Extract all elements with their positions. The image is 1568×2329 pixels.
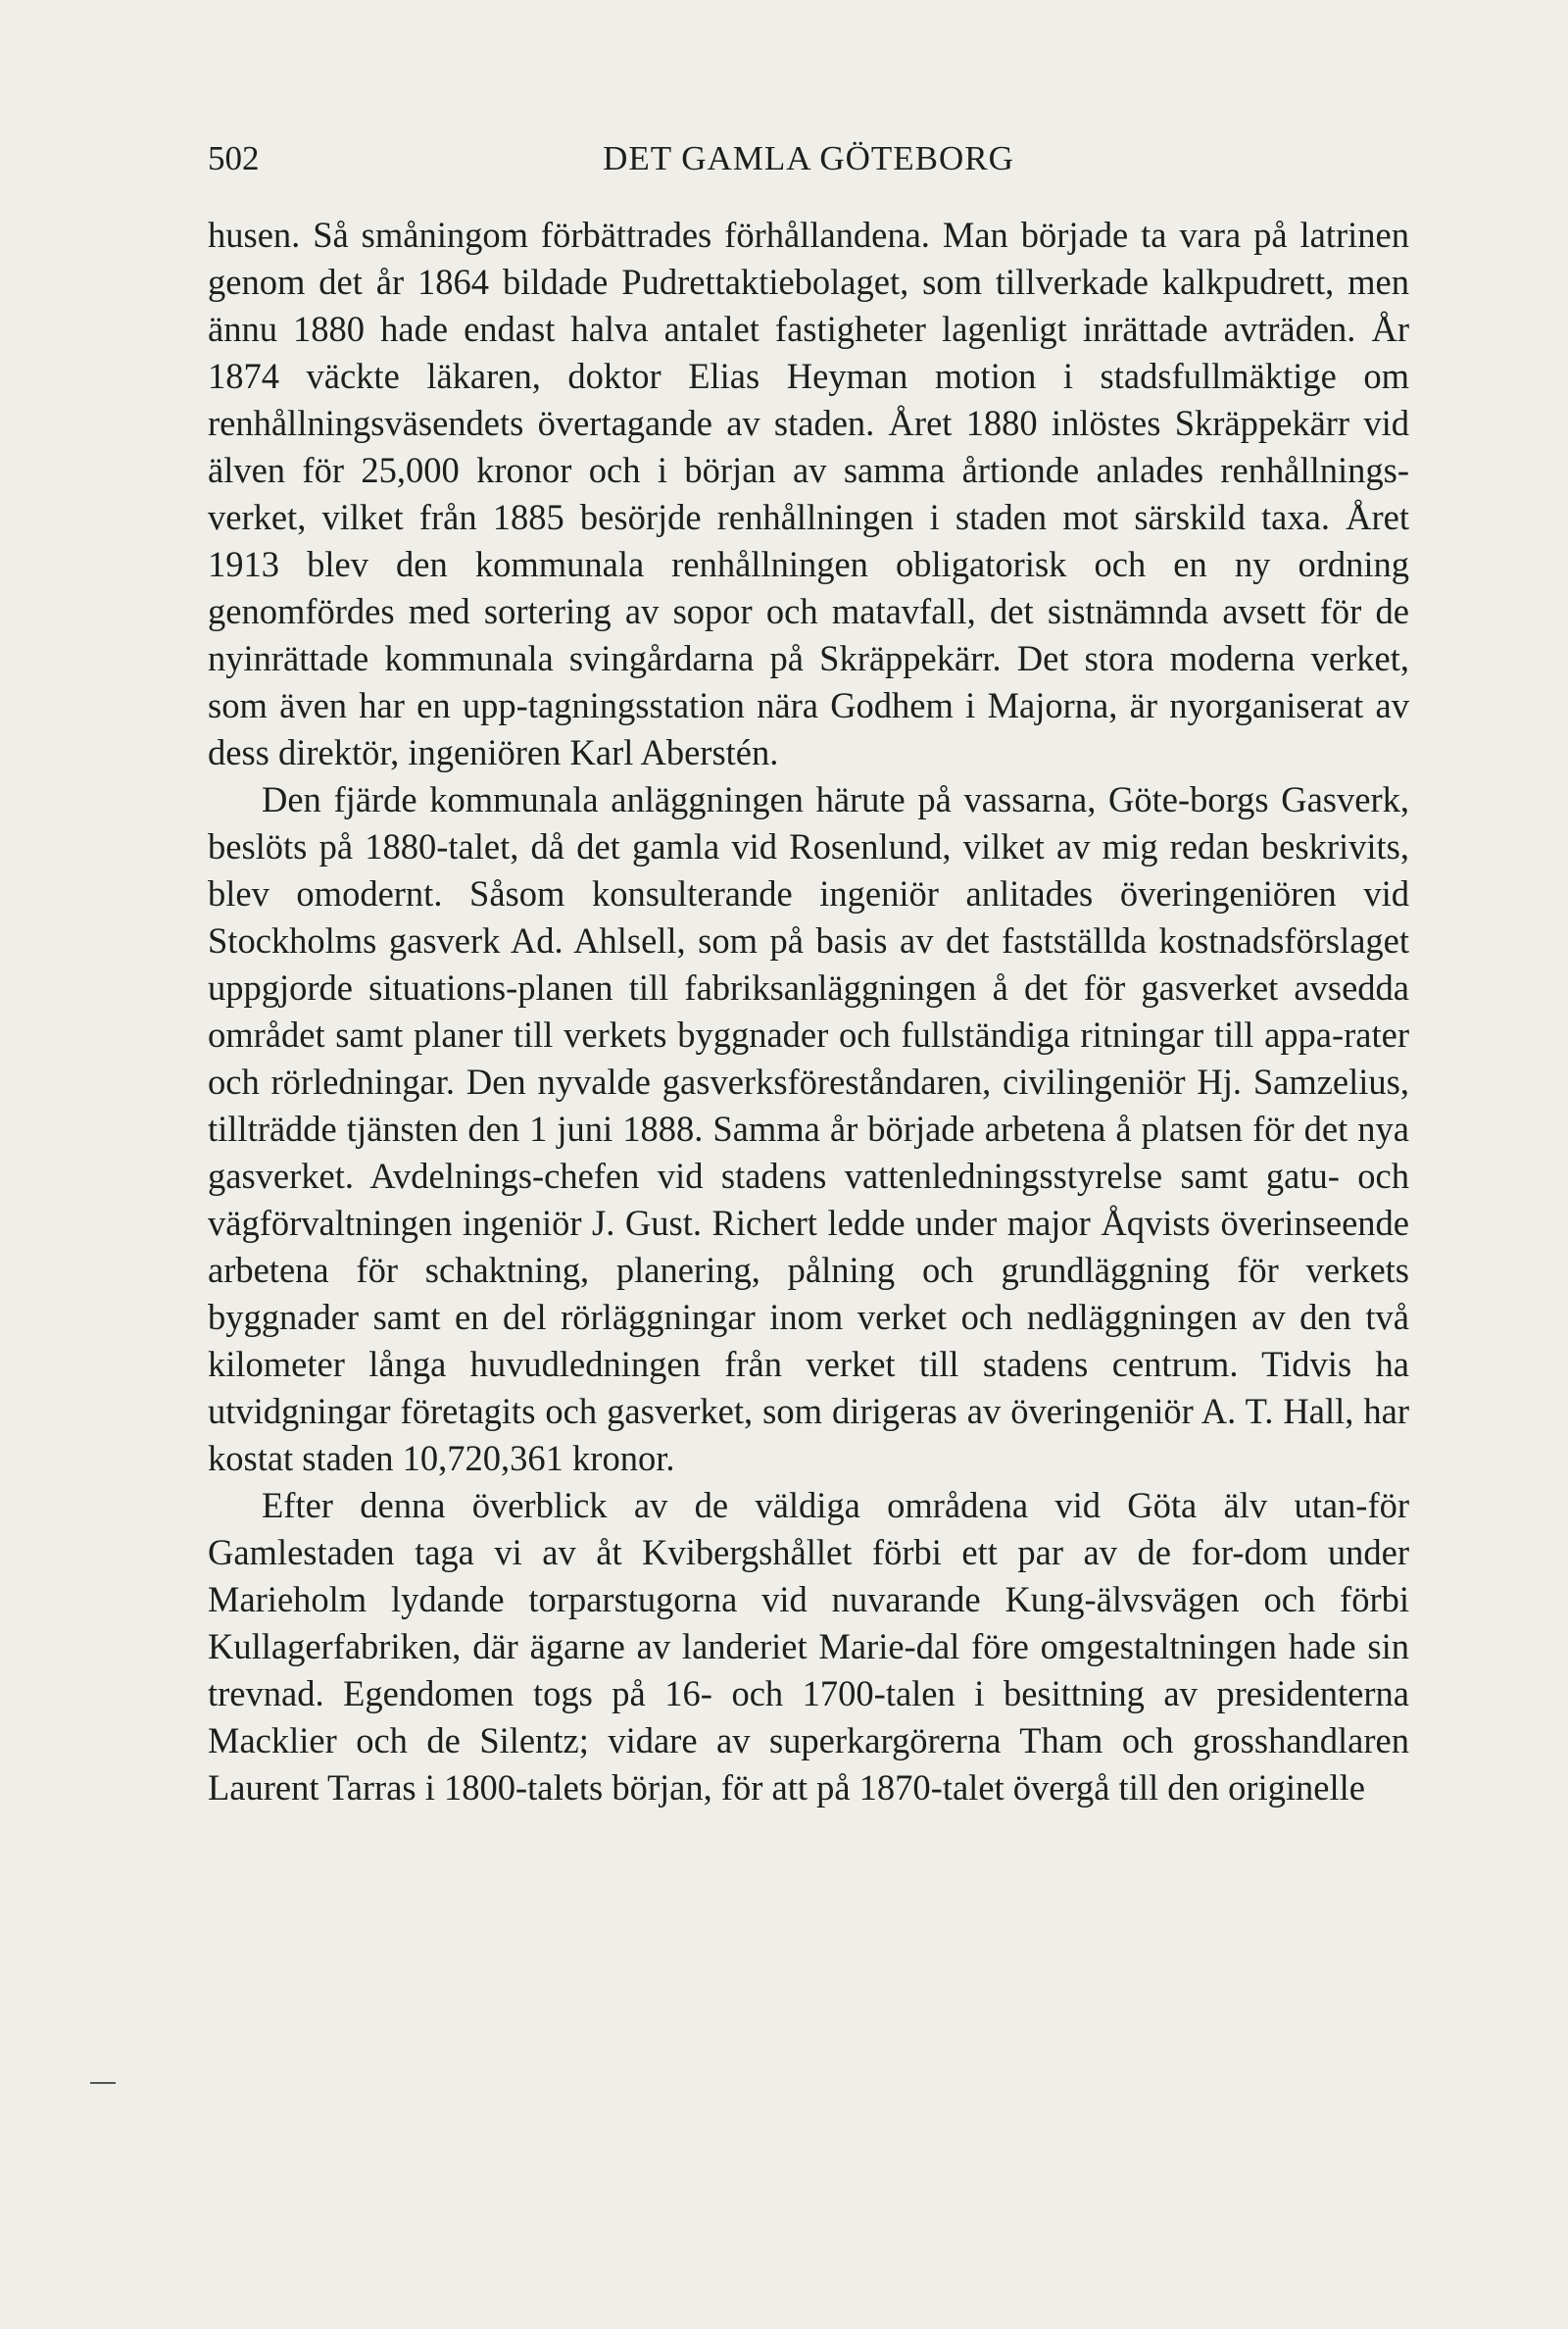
page-header (208, 129, 1409, 188)
running-title: DET GAMLA GÖTEBORG (603, 139, 1014, 177)
paragraph-mariedal: Efter denna överblick av de väldiga områdena vid Göta älv utan-för Gamlestaden taga vi av åt Kvibergshållet förbi ett par av de for-dom under Marieholm lydande torparstugorna vid nuvarande Kung-älvsvägen och förbi Kullagerfabriken, där ägarne av landeriet Marie-dal före omgestaltningen hade sin trevnad. Egendomen togs på 16- och 1700-talen i besittning av presidenterna Macklier och de Silentz; vidare av superkargörerna Tham och grosshandlaren Laurent Tarras i 1800-talets början, för att på 1870-talet övergå till den originelle (208, 1485, 1409, 1808)
paragraph-gasverk: Den fjärde kommunala anläggningen härute på vassarna, Göte-borgs Gasverk, beslöts på 1880-talet, då det gamla vid Rosenlund, vilket av mig redan beskrivits, blev omodernt. Såsom konsulterande ingeniör anlitades överingeniören vid Stockholms gasverk Ad. Ahlsell, som på basis av det fastställda kostnadsförslaget uppgjorde situations-planen till fabriksanläggningen å det för gasverket avsedda området samt planer till verkets byggnader och fullständiga ritningar till appa-rater och rörledningar. Den nyvalde gasverksföreståndaren, civilingeniör Hj. Samzelius, tillträdde tjänsten den 1 juni 1888. Samma år började arbetena å platsen för det nya gasverket. Avdelnings-chefen vid stadens vattenledningsstyrelse samt gatu- och vägförvaltningen ingeniör J. Gust. Richert ledde under major Åqvists överinseende arbetena för schaktning, planering, pålning och grundläggning för verkets byggnader samt en del rörläggningar inom verket och nedläggningen av den två kilometer långa huvudledningen från verket till stadens centrum. Tidvis ha utvidgningar företagits och gasverket, som dirigeras av överingeniör A. T. Hall, har kostat staden 10,720,361 kronor. (208, 779, 1409, 1478)
paragraph-renhallning: husen. Så småningom förbättrades förhållandena. Man började ta vara på latrinen genom det år 1864 bildade Pudrettaktiebolaget, som tillverkade kalkpudrett, men ännu 1880 hade endast halva antalet fastigheter lagenligt inrättade avträden. År 1874 väckte läkaren, doktor Elias Heyman motion i stadsfullmäktige om renhållningsväsendets övertagande av staden. Året 1880 inlöstes Skräppekärr vid älven för 25,000 kronor och i början av samma årtionde anlades renhållnings-verket, vilket från 1885 besörjde renhållningen i staden mot särskild taxa. Året 1913 blev den kommunala renhållningen obligatorisk och en ny ordning genomfördes med sortering av sopor och matavfall, det sistnämnda avsett för de nyinrättade kommunala svingårdarna på Skräppekärr. Det stora moderna verket, som även har en upp-tagningsstation nära Godhem i Majorna, är nyorganiserat av dess direktör, ingeniören Karl Aberstén. (208, 215, 1409, 772)
margin-mark (90, 2082, 116, 2084)
page-number: 502 (208, 139, 260, 177)
body-text (208, 212, 1409, 1811)
